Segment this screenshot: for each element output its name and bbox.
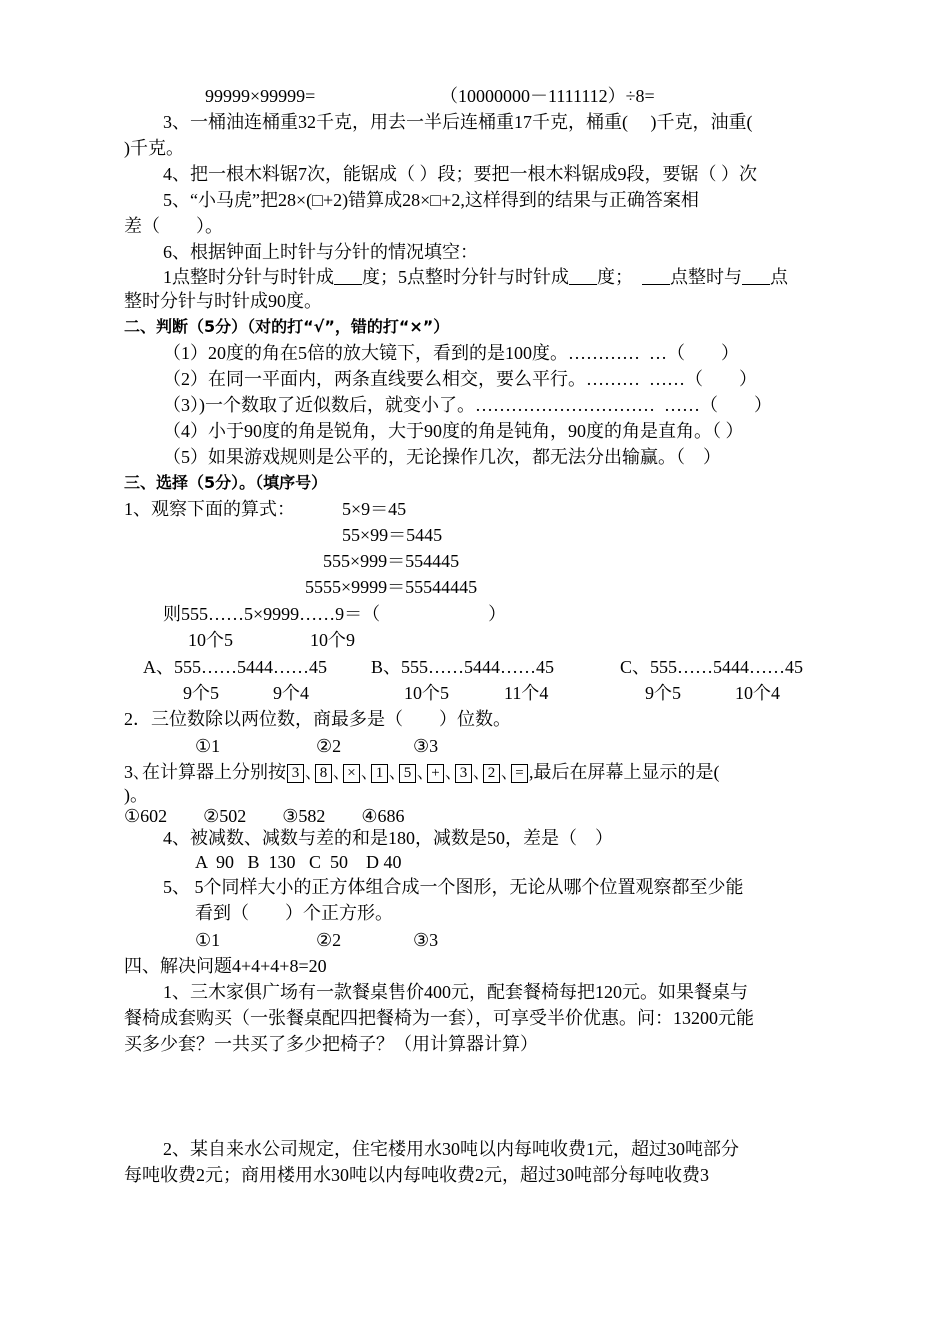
count-label: 10个4 — [735, 683, 780, 703]
count-label: 10个5 — [404, 683, 449, 703]
count-label: 11个4 — [504, 683, 549, 703]
count-label: 9个4 — [273, 683, 309, 703]
choice-q1-question: 则555……5×9999……9＝（ ） — [163, 604, 507, 624]
choice-option: ②2 — [316, 736, 342, 756]
clock-text-1: 1点整时分针与时针成 — [163, 267, 334, 287]
calc-key: 1 — [371, 764, 388, 783]
blank-line — [742, 268, 770, 285]
clock-text-4: 点整时与 — [670, 267, 742, 287]
separator: ､ — [473, 762, 482, 782]
separator: ､ — [417, 762, 426, 782]
choice-q3-calculator — [124, 761, 720, 783]
separator: ､ — [333, 762, 342, 782]
question-clock-fill — [163, 266, 788, 288]
calc-key: × — [343, 764, 360, 783]
problem-1-line-2: 餐椅成套购买（一张餐桌配四把餐椅为一套），可享受半价优惠。问：13200元能 — [124, 1008, 754, 1028]
judge-item-3: （3）)一个数取了近似数后，就变小了。………………………… ……（ ） — [163, 395, 772, 415]
section-problems-title: 四、解决问题4+4+4+8=20 — [124, 956, 327, 976]
line-division: （10000000－1111112）÷8= — [440, 86, 655, 106]
problem-2-line-2: 每吨收费2元；商用楼用水30吨以内每吨收费2元，超过30吨部分每吨收费3 — [124, 1165, 709, 1185]
calc-key: 5 — [399, 764, 416, 783]
calc-key: + — [427, 764, 444, 783]
choice-option: ①1 — [195, 736, 221, 756]
calc-key: 3 — [455, 764, 472, 783]
clock-text-2: 度；5点整时分针与时针成 — [362, 267, 569, 287]
choice-option: ③3 — [413, 736, 439, 756]
choice-q3-options: ①602 ②502 ③582 ④686 — [124, 806, 405, 826]
question-careless-cont: 差（ ）。 — [124, 216, 223, 236]
line-multiplication: 99999×99999= — [205, 86, 316, 106]
option-a: A、555……5444……45 — [143, 657, 327, 677]
separator: ､ — [361, 762, 370, 782]
separator: ､ — [501, 762, 510, 782]
judge-item-5: （5）如果游戏规则是公平的，无论操作几次，都无法分出输赢。（ ） — [163, 447, 721, 467]
count-label: 10个5 — [188, 630, 233, 650]
problem-1-line-1: 1、三木家俱广场有一款餐桌售价400元，配套餐椅每把120元。如果餐桌与 — [163, 982, 748, 1002]
choice-q3-cont: )。 — [124, 785, 148, 805]
question-clock: 6、根据钟面上时针与分针的情况填空： — [163, 242, 478, 262]
calc-key: = — [511, 764, 528, 783]
calc-key: 8 — [315, 764, 332, 783]
problem-1-line-3: 买多少套？一共买了多少把椅子？（用计算器计算） — [124, 1034, 538, 1054]
judge-item-1: （1）20度的角在5倍的放大镜下，看到的是100度。………… …（ ） — [163, 343, 739, 363]
count-label: 9个5 — [183, 683, 219, 703]
question-saw-wood: 4、把一根木料锯7次，能锯成（ ）段；要把一根木料锯成9段，要锯（ ）次 — [163, 164, 757, 184]
q3-text-post: ,最后在屏幕上显示的是( — [529, 762, 720, 782]
equation-1: 5×9＝45 — [342, 499, 407, 519]
blank-line — [642, 268, 670, 285]
count-label: 9个5 — [645, 683, 681, 703]
blank-line — [569, 268, 597, 285]
option-b: B、555……5444……45 — [371, 657, 555, 677]
calc-key: 3 — [287, 764, 304, 783]
question-clock-cont: 整时分针与时针成90度。 — [124, 291, 322, 311]
judge-item-2: （2）在同一平面内，两条直线要么相交，要么平行。……… ……（ ） — [163, 369, 757, 389]
choice-q5: 5、 5个同样大小的正方体组合成一个图形，无论从哪个位置观察都至少能 — [163, 877, 744, 897]
calc-key: 2 — [483, 764, 500, 783]
section-judge-title: 二、判断（5分）（对的打“√”，错的打“×”） — [124, 317, 450, 336]
choice-q1-label: 1、观察下面的算式： — [124, 499, 295, 519]
section-choice-title: 三、选择（5分）。（填序号） — [124, 473, 328, 492]
equation-4: 5555×9999＝55544445 — [305, 577, 478, 597]
choice-option: ②2 — [316, 930, 342, 950]
separator: ､ — [305, 762, 314, 782]
blank-line — [334, 268, 362, 285]
question-careless: 5、“小马虎”把28×(□+2)错算成28×□+2,这样得到的结果与正确答案相 — [163, 190, 699, 210]
clock-text-5: 点 — [770, 267, 788, 287]
choice-q2: 2．三位数除以两位数，商最多是（ ）位数。 — [124, 709, 511, 729]
choice-q4: 4、被减数、减数与差的和是180，减数是50，差是（ ） — [163, 828, 613, 848]
choice-q4-options: A 90 B 130 C 50 D 40 — [195, 852, 402, 872]
equation-2: 55×99＝5445 — [342, 525, 443, 545]
separator: ､ — [445, 762, 454, 782]
option-c: C、555……5444……45 — [620, 657, 804, 677]
clock-text-3: 度； — [597, 267, 633, 287]
choice-option: ③3 — [413, 930, 439, 950]
q3-text-pre: 3､在计算器上分别按 — [124, 762, 286, 782]
judge-item-4: （4）小于90度的角是锐角，大于90度的角是钝角，90度的角是直角。（ ） — [163, 421, 744, 441]
question-oil-bucket: 3、一桶油连桶重32千克，用去一半后连桶重17千克，桶重( )千克，油重( — [163, 112, 753, 132]
choice-option: ①1 — [195, 930, 221, 950]
choice-q5-cont: 看到（ ）个正方形。 — [195, 903, 393, 923]
problem-2-line-1: 2、某自来水公司规定，住宅楼用水30吨以内每吨收费1元，超过30吨部分 — [163, 1139, 739, 1159]
separator: ､ — [389, 762, 398, 782]
equation-3: 555×999＝554445 — [323, 551, 460, 571]
count-label: 10个9 — [310, 630, 355, 650]
question-oil-bucket-cont: )千克。 — [124, 138, 184, 158]
